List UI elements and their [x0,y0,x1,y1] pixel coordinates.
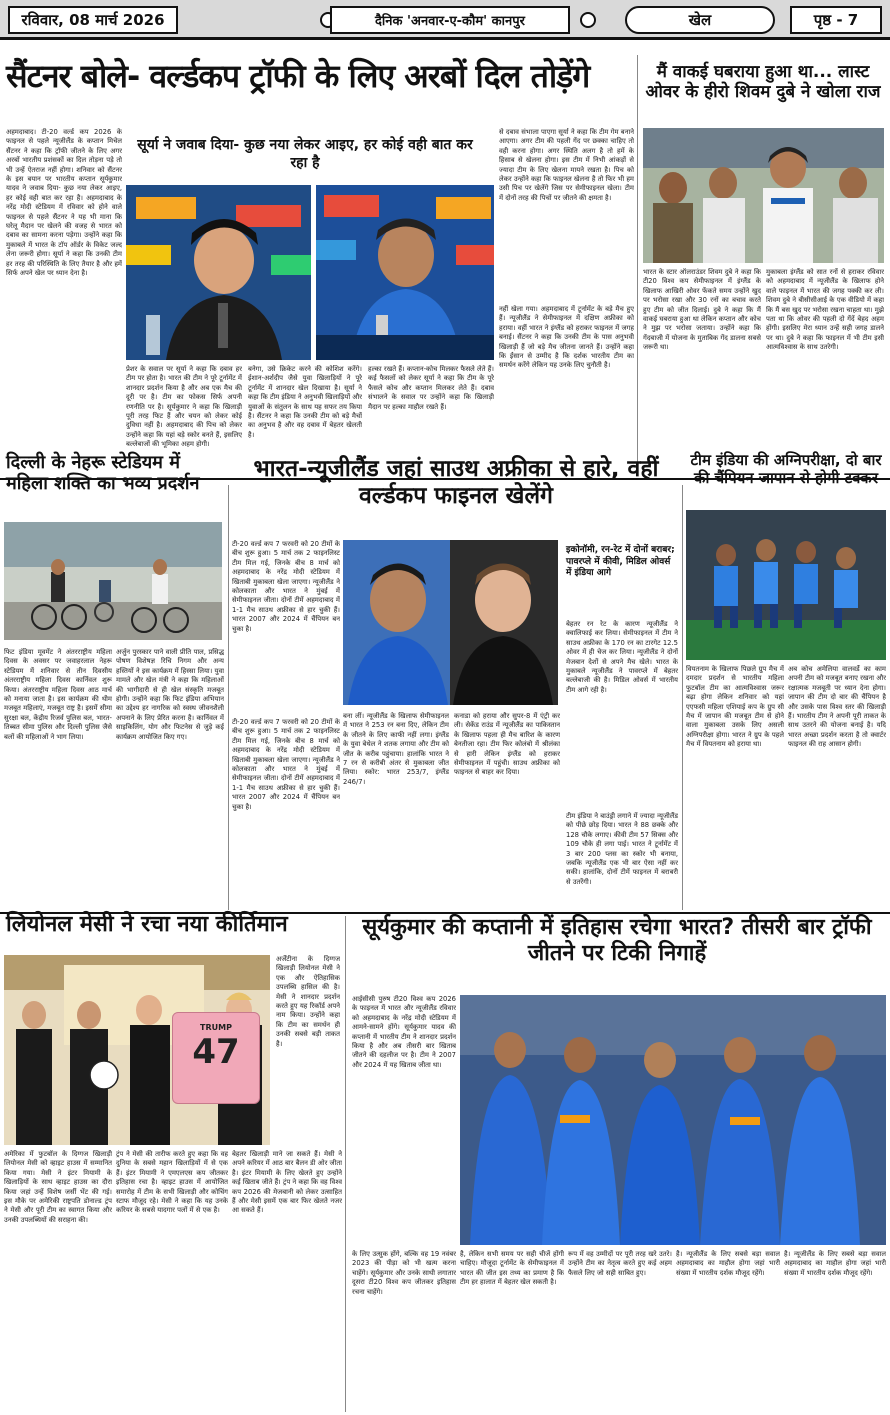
santner-col-6: नहीं खेला गया। अहमदाबाद में टूर्नामेंट के बड़े मैच हुए हैं। न्यूजीलैंड ने सेमीफाइनल में दक्षिण अफ्रीका को हराया। वहीं भारत ने इंग्लैंड को हराकर फाइनल में जगह बनाई। सैंटनर ने कहा कि उनकी टीम के पास अनुभवी खिलाड़ी हैं जो बड़े मैच जीतना जानते हैं। उन्होंने कहा कि ईंसान से उम्मीद है कि दर्शक भारतीय टीम का समर्थन करेंगे लेकिन यह उनके लिए चुनौती है। [499,305,634,370]
dube-headline: मैं वाकई घबराया हुआ था... लास्ट ओवर के हीरो शिवम दुबे ने खोला राज [645,62,881,103]
final-captains-photo [343,540,558,705]
santner-col-2: प्रेशर के सवाल पर सूर्या ने कहा कि दबाव हर टीम पर होता है। भारत की टीम ने पूरे टूर्नामेंट में शानदार प्रदर्शन किया है और अब एक मैच की दूरी पर है। टीम का फोकस सिर्फ अपनी रणनीति पर है। सूर्यकुमार ने कहा कि खिलाड़ी पूरी तरह फिट हैं और चयन को लेकर कोई दुविधा नहीं है। अहमदाबाद की पिच को लेकर उन्होंने कहा कि यहां बड़े स्कोर बनते हैं, इसलिए बल्लेबाजों की भूमिका अहम होगी। [126,365,242,449]
final-col-5: टीम इंडिया ने बाउंड्री लगाने में ज्यादा न्यूजीलैंड को पीछे छोड़ दिया। भारत ने 88 छक्के और 128 चौके लगाए। कीवी टीम 57 सिक्स और 109 चौके ही लगा पाई। भारत ने टूर्नामेंट में 3 बार 200 प्लस का स्कोर भी बनाया, जबकि न्यूजीलैंड एक भी बार ऐसा नहीं कर सकी। हालांकि, दोनों टीमें फाइनल में बराबरी से उतरेंगी। [566,812,678,886]
santner-col-4: हल्का रखते हैं। कप्तान-कोच मिलकर फैसले लेते हैं। कई फैसलों को लेकर सूर्या ने कहा कि टीम के पूरे फैसले कोच और कप्तान मिलकर लेते हैं। दबाव संभालने के सवाल पर उन्होंने कहा कि खिलाड़ी मैदान पर हल्का माहौल रखते हैं। [368,365,494,411]
messi-headline: लियोनल मेसी ने रचा नया कीर्तिमान [6,912,288,937]
final-box-title: इकोनॉमी, रन-रेट में दोनों बराबर; पावरप्ले में कीवी, मिडिल ओवर्स में इंडिया आगे [566,545,675,579]
final-headline: भारत-न्यूजीलैंड जहां साउथ अफ्रीका से हारे, वहीं वर्ल्डकप फाइनल खेलेंगे [253,456,659,510]
dot-ornament [580,12,596,28]
santner-subhead: सूर्या ने जवाब दिया- कुछ नया लेकर आइए, हर कोई वही बात कर रहा है [137,137,473,172]
page-number: पृष्ठ - 7 [790,6,882,34]
delhi-headline: दिल्ली के नेहरू स्टेडियम में महिला शक्ति का भव्य प्रदर्शन [6,452,200,495]
surya-col-4: रूप में वह उम्मीदों पर पूरी तरह खरे उतरे। उन्होंने टीम का नेतृत्व करते हुए कई अहम फैसले लिए जो सही साबित हुए। [568,1250,672,1277]
surya-team-celebration-photo [460,995,886,1245]
messi-col-1: अर्जेंटीना के दिग्गज खिलाड़ी लियोनल मेसी ने एक और ऐतिहासिक उपलब्धि हासिल की है। मेसी ने शानदार प्रदर्शन करते हुए यह रिकॉर्ड अपने नाम किया। उन्होंने कहा कि टीम का समर्थन ही उनकी सबसे बड़ी ताकत है। [276,955,340,1048]
dube-photo [643,128,884,263]
suryakumar-press-photo [316,185,494,360]
final-col-1: टी-20 वर्ल्ड कप 7 फरवरी को 20 टीमों के बीच शुरू हुआ। 5 मार्च तक 2 फाइनलिस्ट टीम मिल गई, जिनके बीच 8 मार्च को अहमदाबाद के नरेंद्र मोदी स्टेडियम में खिताबी मुकाबला खेला जाएगा। न्यूजीलैंड ने कोलकाता और भारत ने मुंबई में सेमीफाइनल जीता। दोनों टीमें अहमदाबाद में 1-1 मैच साउथ अफ्रीका से हार चुकी हैं। भारत 2007 और 2024 में चैंपियन बन चुका है। [232,540,340,633]
santner-col-1: अहमदाबाद। टी-20 वर्ल्ड कप 2026 के फाइनल से पहले न्यूजीलैंड के कप्तान मिचेल सैंटनर ने कहा कि ट्रॉफी जीतने के लिए अगर अरबों भारतीय प्रशंसकों का दिल तोड़ना पड़े तो भी उन्हें ऐतराज नहीं होगा। शनिवार को सैंटनर के इस बयान पर भारतीय कप्तान सूर्यकुमार यादव ने जवाब दिया- कुछ नया लेकर आइए, हर कोई वही बात कर रहा है। अहमदाबाद के नरेंद्र मोदी स्टेडियम में रविवार को होने वाले फाइनल से पहले सैंटनर ने यह भी माना कि घरेलू मैदान पर खेलने की वजह से भारत को दबाव का सामना करना पड़ेगा। उन्होंने कहा कि मुकाबले में भारत के टॉप ऑर्डर के विकेट जल्द लेना जरूरी होगा। सूर्या ने कहा कि उनकी टीम हर तरह की परिस्थिति के लिए तैयार है और हमें सिर्फ अपने खेल पर ध्यान देना है। [6,128,122,278]
surya-col-5: है। न्यूजीलैंड के लिए सबसे बड़ा सवाल अहमदाबाद का माहौल होगा जहां भारी संख्या में भारतीय दर्शक मौजूद रहेंगे। [676,1250,780,1277]
surya-col-3: है, लेकिन सभी समय पर सही चीजें होंगी चाहिए। मौजूदा टूर्नामेंट के सेमीफाइनल में भारत की जीत इस तथ्य का प्रमाण है कि टीम हर हालात में बेहतर खेल सकती है। [460,1250,564,1287]
santner-press-photo [126,185,311,360]
japan-col-2: अब कोच अमेलिया वालवर्डे का काम अपनी टीम को मजबूत बनाए रखना और रक्षात्मक मजबूती पर ध्यान देना होगा। जापान की टीम दो बार की चैंपियन है और उसके पास विश्व स्तर की खिलाड़ी हैं। भारतीय टीम ने अपनी पूरी ताकत के साथ उतरने की योजना बनाई है। यदि भारत अच्छा प्रदर्शन करता है तो क्वार्टर फाइनल की राह आसान होगी। [788,665,886,749]
newspaper-name: दैनिक 'अनवार-ए-कौम' कानपुर [330,6,570,34]
final-col-2: बना लीं। न्यूजीलैंड के खिलाफ सेमीफाइनल में भारत ने 253 रन बना दिए, लेकिन टीम के जीतने के लिए काफी नहीं लगा। इंग्लैंड के युवा बेथेल ने शतक लगाया और टीम को जीत के करीब पहुंचाया। हालांकि भारत ने 7 रन से करीबी अंतर से मुकाबला जीत लिया। स्कोर: भारत 253/7, इंग्लैंड 246/7। [343,712,449,786]
japan-football-photo [686,510,886,660]
section-name: खेल [625,6,775,34]
delhi-col-2: अर्जुन पुरस्कार पाने वाली प्रीति पाल, प्रसिद्ध पोषण विशेषज्ञ रिचि निगम और अन्य हस्तियों ने इस कार्यक्रम में हिस्सा लिया। युवा मामले और खेल मंत्री ने कहा कि महिलाओं की भागीदारी से ही खेल संस्कृति मजबूत होगी। उन्होंने कहा कि फिट इंडिया अभियान का उद्देश्य हर नागरिक को स्वस्थ जीवनशैली अपनाने के लिए प्रेरित करना है। कार्निवल में साइकिलिंग, योग और फिटनेस से जुड़े कई कार्यक्रम आयोजित किए गए। [116,648,224,741]
masthead [0,0,890,40]
dube-col-1: भारत के स्टार ऑलराउंडर शिवम दुबे ने कहा कि टी20 विश्व कप सेमीफाइनल में इंग्लैंड के खिलाफ आखिरी ओवर फेंकते समय उन्होंने खुद पर भरोसा रखा और 30 रनों का बचाव करते हुए टीम को जीत दिलाई। दुबे ने कहा कि मैं वाकई घबराया हुआ था लेकिन कप्तान और कोच ने मुझ पर भरोसा जताया। उन्होंने कहा कि गेंदबाजी में योजना के मुताबिक गेंद डालना सबसे जरूरी था। [643,268,761,352]
japan-col-1: वियतनाम के खिलाफ पिछले ग्रुप मैच में दमदार प्रदर्शन से भारतीय महिला फुटबॉल टीम का आत्मविश्वास जरूर बढ़ा होगा लेकिन शनिवार को यहां एएफसी महिला एशियाई कप के ग्रुप सी मैच में जापान की मजबूत टीम से होने वाला मुकाबला उसके लिए असली अग्निपरीक्षा होगा। भारत ने ग्रुप के पहले मैच में वियतनाम को हराया था। [686,665,784,749]
jersey-name: TRUMP [200,1023,232,1032]
pink-jersey [172,1012,260,1104]
surya-col-1: आईसीसी पुरुष टी20 विश्व कप 2026 के फाइनल में भारत और न्यूजीलैंड रविवार को अहमदाबाद के नरेंद्र मोदी स्टेडियम में आमने-सामने होंगे। सूर्यकुमार यादव की कप्तानी में भारतीय टीम ने शानदार प्रदर्शन किया है और अब तीसरी बार खिताब जीतने की दहलीज पर है। टीम ने 2007 और 2024 में यह खिताब जीता था। [352,995,456,1069]
delhi-cycling-photo [4,522,222,640]
dube-col-2: मुकाबला इंग्लैंड को सात रनों से हराकर रविवार को अहमदाबाद में न्यूजीलैंड के खिलाफ होने वाले फाइनल में भारत की जगह पक्की कर ली। शिवम दुबे ने बीसीसीआई के एक वीडियो में कहा कि मैं बस खुद पर भरोसा रखना चाहता था। मुझे पता था कि ओवर की पहली दो गेंदें बेहद अहम होंगी। इसलिए मेरा ध्यान उन्हें सही जगह डालने पर था। दुबे ने कहा कि फाइनल में भी टीम इसी आत्मविश्वास के साथ उतरेगी। [766,268,884,352]
final-col-1b: टी-20 वर्ल्ड कप 7 फरवरी को 20 टीमों के बीच शुरू हुआ। 5 मार्च तक 2 फाइनलिस्ट टीम मिल गई, जिनके बीच 8 मार्च को अहमदाबाद के नरेंद्र मोदी स्टेडियम में खिताबी मुकाबला खेला जाएगा। न्यूजीलैंड ने कोलकाता और भारत ने मुंबई में सेमीफाइनल जीता। दोनों टीमें अहमदाबाद में 1-1 मैच साउथ अफ्रीका से हार चुकी हैं। भारत 2007 और 2024 में चैंपियन बन चुका है। [232,718,340,811]
surya-col-6: है। न्यूजीलैंड के लिए सबसे बड़ा सवाल अहमदाबाद का माहौल होगा जहां भारी संख्या में भारतीय दर्शक मौजूद रहेंगे। [784,1250,886,1277]
santner-headline: सैंटनर बोले- वर्ल्डकप ट्रॉफी के लिए अरबों दिल तोड़ेंगे [6,57,590,95]
messi-col-2: अमेरिका में फुटबॉल के दिग्गज खिलाड़ी लियोनल मेसी को व्हाइट हाउस में सम्मानित किया गया। मेसी ने इंटर मियामी के खिलाड़ियों के साथ व्हाइट हाउस का दौरा किया जहां उन्हें विशेष जर्सी भेंट की गई। इस मौके पर अमेरिकी राष्ट्रपति डोनाल्ड ट्रंप ने मेसी और पूरी टीम का स्वागत किया और उनकी उपलब्धियों की सराहना की। [4,1150,112,1224]
santner-col-3: बनेगा, उसे क्रिकेट करने की कोशिश करेंगे। ईशान-अर्शदीप जैसे युवा खिलाड़ियों ने पूरे टूर्नामेंट में शानदार खेल दिखाया है। सूर्या ने कहा कि टीम इंडिया ने अनुभवी खिलाड़ियों और युवाओं के संतुलन के साथ यह सफर तय किया है। सैंटनर ने कहा कि उनकी टीम को बड़े मैचों का अनुभव है और वह दबाव में बेहतर खेलती है। [248,365,362,439]
japan-headline: टीम इंडिया की अग्निपरीक्षा, दो बार की चैंपियन जापान से होगी टक्कर [690,451,882,487]
surya-headline: सूर्यकुमार की कप्तानी में इतिहास रचेगा भारत? तीसरी बार ट्रॉफी जीतने पर टिकी निगाहें [362,915,872,966]
delhi-col-1: फिट इंडिया मूवमेंट ने अंतरराष्ट्रीय महिला दिवस के अवसर पर जवाहरलाल नेहरू स्टेडियम में शनिवार से तीन दिवसीय अंतरराष्ट्रीय महिला दिवस कार्निवल शुरू किया। अंतरराष्ट्रीय महिला दिवस आठ मार्च को मनाया जाता है। इस कार्यक्रम की थीम मजबूत महिलाएं, मजबूत राष्ट्र है। इसमें सीमा सुरक्षा बल, केंद्रीय रिजर्व पुलिस बल, भारत-तिब्बत सीमा पुलिस और दिल्ली पुलिस जैसे बलों की महिलाओं ने भाग लिया। [4,648,112,741]
final-col-4: बेहतर रन रेट के कारण न्यूजीलैंड ने क्वालिफाई कर लिया। सेमीफाइनल में टीम ने साउथ अफ्रीका के 170 रन का टारगेट 12.5 ओवर में ही चेज कर लिया। न्यूजीलैंड ने दोनों मेजबान देशों से अपने मैच खेले। भारत के मुकाबले न्यूजीलैंड ने पावरप्ले में बेहतर बल्लेबाजी की है। मिडिल ओवर्स में भारतीय टीम आगे रही है। [566,620,678,694]
jersey-number: 47 [192,1032,240,1072]
messi-col-3: ट्रंप ने मेसी की तारीफ करते हुए कहा कि वह दुनिया के सबसे महान खिलाड़ियों में से एक हैं। इंटर मियामी ने एमएलएस कप जीतकर इतिहास रचा है। व्हाइट हाउस में आयोजित समारोह में टीम के सभी खिलाड़ी और कोचिंग स्टाफ मौजूद रहे। मेसी ने कहा कि यह उनके करियर के सबसे यादगार पलों में से एक है। [116,1150,228,1215]
final-col-3: कनाडा को हराया और सुपर-8 में एंट्री कर ली। सेकेंड राउंड में न्यूजीलैंड का पाकिस्तान के खिलाफ पहला ही मैच बारिश के कारण बेनतीजा रहा। टीम फिर कोलंबो में श्रीलंका से हारी लेकिन इंग्लैंड को हराकर सेमीफाइनल में पहुंची। साउथ अफ्रीका को फाइनल से बाहर कर दिया। [454,712,560,777]
santner-col-5: से दबाव संभाला पाएगा सूर्या ने कहा कि टीम गेम बनाने आएगा। अगर टीम की पहली गेंद पर छक्का चाहिए तो वही करना होगा। अगर स्थिति अलग है तो हमें के हिसाब से खेलना होगा। इस टीम में निभी आंकड़ों से ज्यादा टीम के लिए खेलना मायने रखता है। पिच को लेकर उन्होंने कहा कि फाइनल खेलना है तो फिर भी हम उसी पिच पर खेलेंगे जिस पर सेमीफाइनल खेला। टीम में दोनों तरह की पिचों पर जीतने की क्षमता है। [499,128,634,202]
messi-col-4: बेहतर खिलाड़ी माने जा सकते हैं। मेसी ने अपने करियर में आठ बार बैलन डी ओर जीता है। इंटर मियामी के लिए खेलते हुए उन्होंने कई खिताब जीते हैं। ट्रंप ने कहा कि वह विश्व कप 2026 की मेजबानी को लेकर उत्साहित हैं और मेसी इसमें एक बार फिर खेलते नजर आ सकते हैं। [232,1150,342,1215]
surya-col-2: के लिए उत्सुक होंगे, बल्कि वह 19 नवंबर 2023 की पीड़ा को भी खत्म करना चाहेंगे। सूर्यकुमार और उनके साथी लगातार दूसरा टी20 विश्व कप जीतकर इतिहास रचना चाहेंगे। [352,1250,456,1296]
issue-date: रविवार, 08 मार्च 2026 [8,6,178,34]
